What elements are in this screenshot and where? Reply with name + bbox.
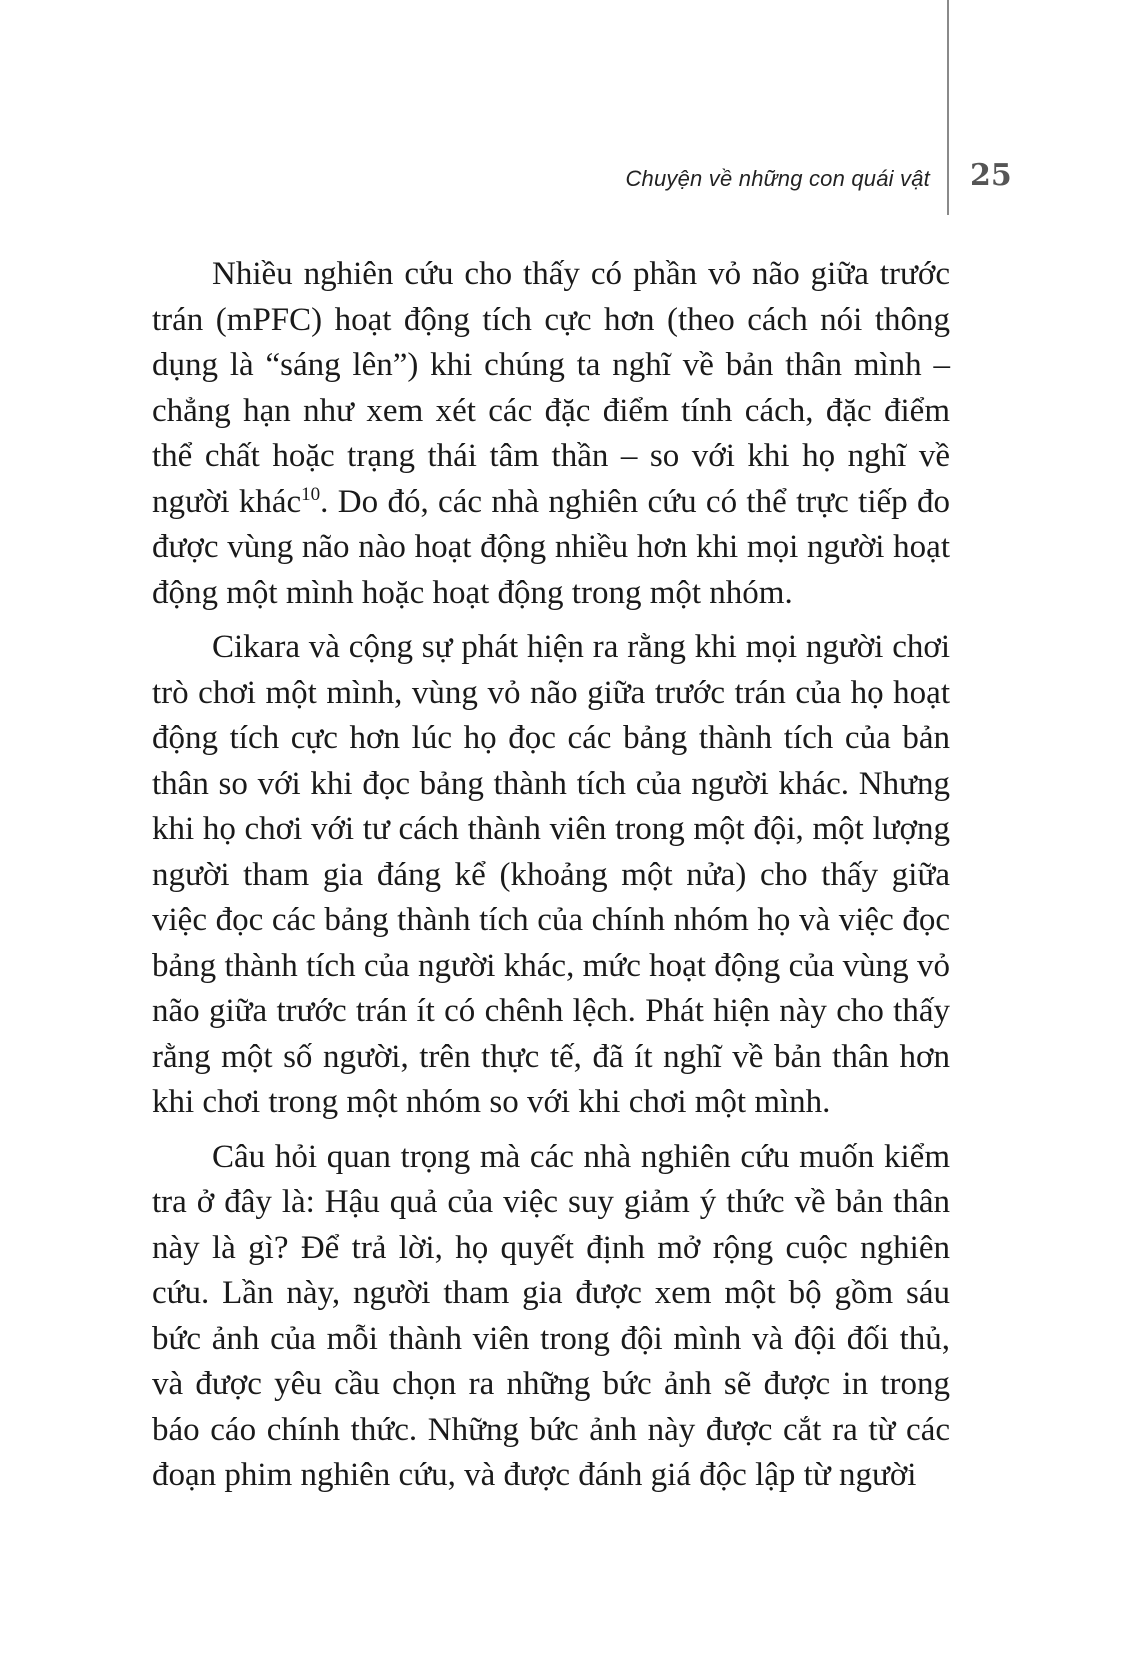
paragraph-1 xyxy=(152,252,950,616)
paragraph-1-text-b: . Do đó, các nhà nghiên cứu có thể trực tiếp đo được vùng não nào hoạt động nhiều hơn khi mọi người hoạt động một mình hoặc hoạt động trong một nhóm. xyxy=(152,483,950,611)
footnote-ref-10: 10 xyxy=(301,483,321,505)
header-divider xyxy=(947,0,949,215)
body-text xyxy=(152,252,950,1508)
paragraph-1-text-a: Nhiều nghiên cứu cho thấy có phần vỏ não giữa trước trán (mPFC) hoạt động tích cực hơn (theo cách nói thông dụng là “sáng lên”) khi chúng ta nghĩ về bản thân mình – chẳng hạn như xem xét các đặc điểm tính cách, đặc điểm thể chất hoặc trạng thái tâm thần – so với khi họ nghĩ về người khác xyxy=(152,256,950,520)
paragraph-3: Câu hỏi quan trọng mà các nhà nghiên cứu muốn kiểm tra ở đây là: Hậu quả của việc suy giảm ý thức về bản thân này là gì? Để trả lời, họ quyết định mở rộng cuộc nghiên cứu. Lần này, người tham gia được xem một bộ gồm sáu bức ảnh của mỗi thành viên trong đội mình và đội đối thủ, và được yêu cầu chọn ra những bức ảnh sẽ được in trong báo cáo chính thức. Những bức ảnh này được cắt ra từ các đoạn phim nghiên cứu, và được đánh giá độc lập từ người xyxy=(152,1138,950,1493)
running-title: Chuyện về những con quái vật xyxy=(625,166,930,191)
paragraph-2: Cikara và cộng sự phát hiện ra rằng khi mọi người chơi trò chơi một mình, vùng vỏ não giữa trước trán của họ hoạt động tích cực hơn lúc họ đọc các bảng thành tích của bản thân so với khi đọc bảng thành tích của người khác. Nhưng khi họ chơi với tư cách thành viên trong một đội, một lượng người tham gia đáng kể (khoảng một nửa) cho thấy giữa việc đọc các bảng thành tích của chính nhóm họ và việc đọc bảng thành tích của người khác, mức hoạt động của vùng vỏ não giữa trước trán ít có chênh lệch. Phát hiện này cho thấy rằng một số người, trên thực tế, đã ít nghĩ về bản thân hơn khi chơi trong một nhóm so với khi chơi một mình. xyxy=(152,629,950,1120)
page-number: 25 xyxy=(970,158,1012,193)
